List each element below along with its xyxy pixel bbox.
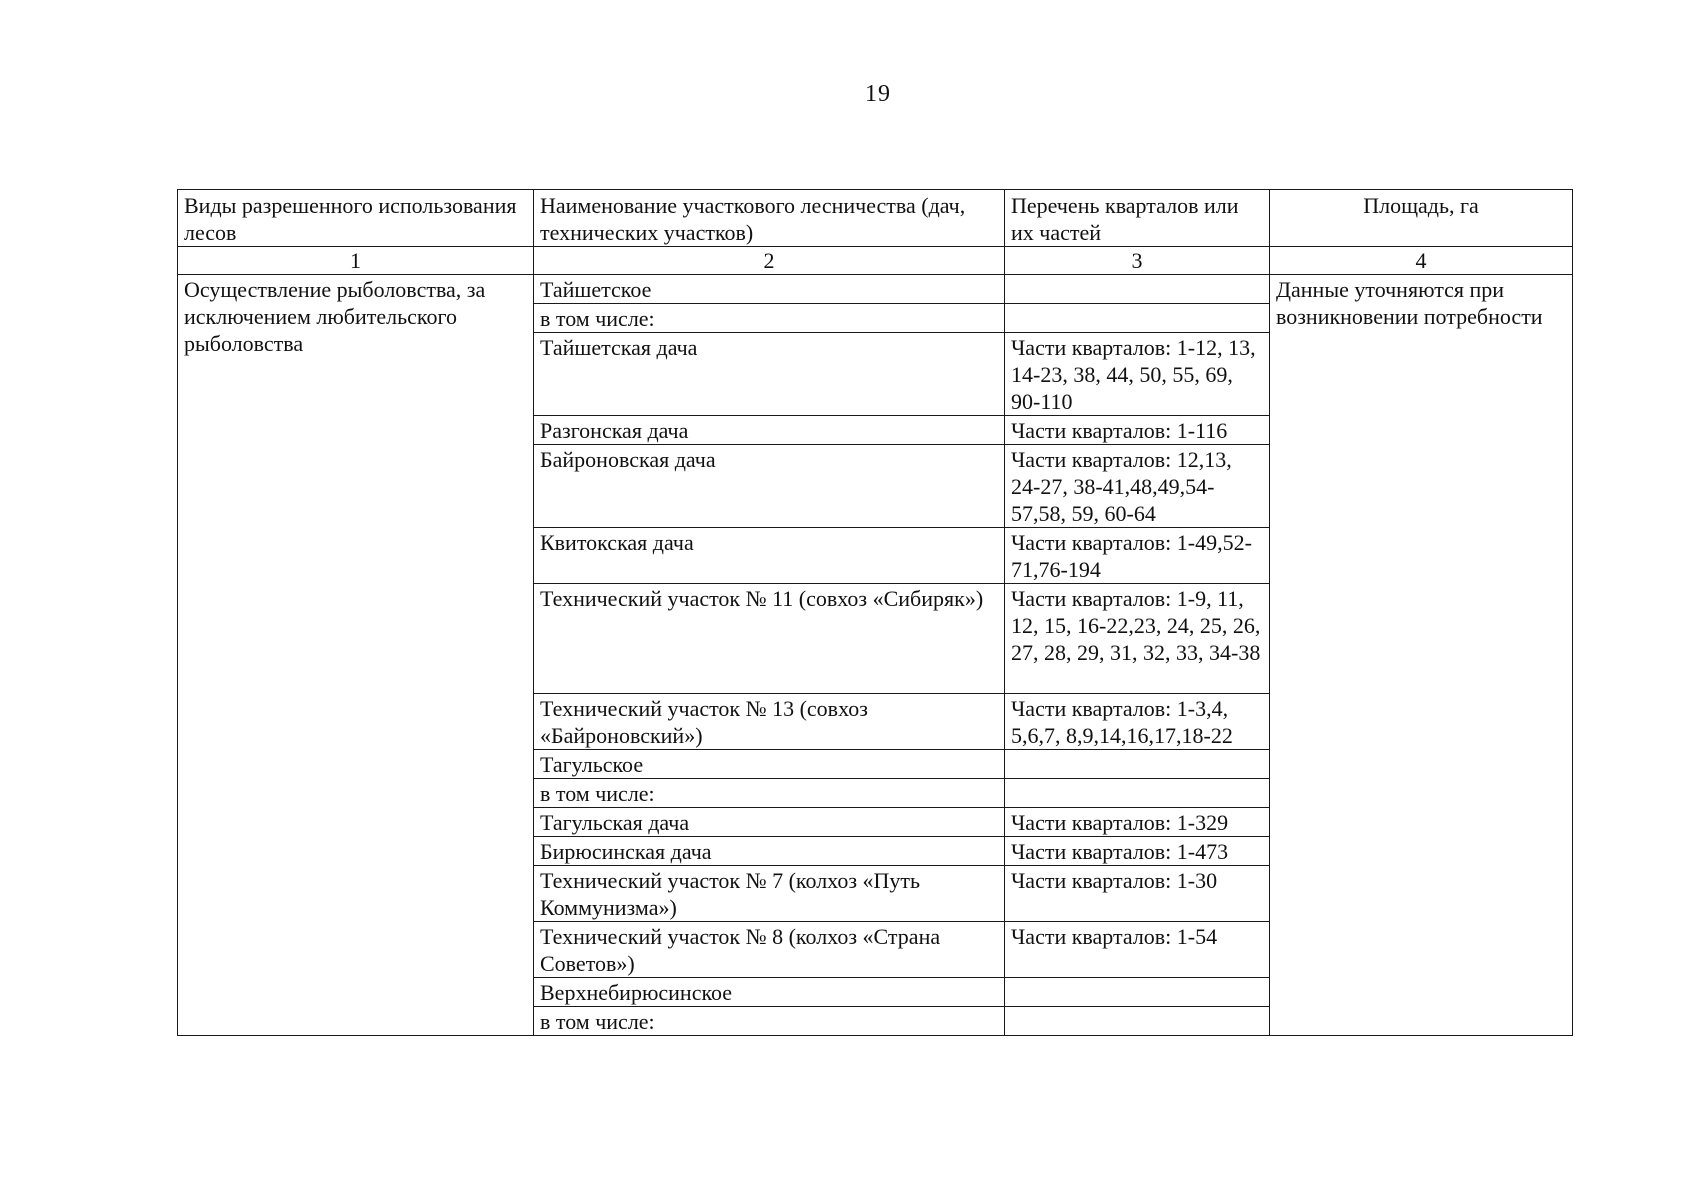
forestry-name-cell: Квитокская дача: [534, 528, 1005, 584]
table-header-row: [178, 190, 1573, 247]
header-use-type: Виды разрешенного использования лесов: [178, 190, 534, 247]
column-number: 1: [178, 247, 534, 275]
column-number: 4: [1270, 247, 1573, 275]
forestry-name-cell: Технический участок № 7 (колхоз «Путь Коммунизма»): [534, 866, 1005, 922]
forest-use-table-container: [177, 189, 1572, 1036]
quarters-cell: Части кварталов: 1-9, 11, 12, 15, 16-22,23, 24, 25, 26, 27, 28, 29, 31, 32, 33, 34-38: [1005, 584, 1270, 694]
quarters-cell: [1005, 779, 1270, 808]
forestry-name-cell: Тайшетская дача: [534, 333, 1005, 416]
forestry-name-cell: Тагульская дача: [534, 808, 1005, 837]
quarters-cell: Части кварталов: 1-49,52-71,76-194: [1005, 528, 1270, 584]
column-number: 2: [534, 247, 1005, 275]
quarters-cell: Части кварталов: 1-3,4, 5,6,7, 8,9,14,16,17,18-22: [1005, 694, 1270, 750]
forestry-name-cell: Верхнебирюсинское: [534, 978, 1005, 1007]
forestry-name-cell: Бирюсинская дача: [534, 837, 1005, 866]
quarters-cell: Части кварталов: 1-30: [1005, 866, 1270, 922]
quarters-cell: [1005, 978, 1270, 1007]
use-type-cell: Осуществление рыболовства, за исключением любительского рыболовства: [178, 275, 534, 1036]
quarters-cell: Части кварталов: 1-473: [1005, 837, 1270, 866]
forestry-name-cell: Технический участок № 13 (совхоз «Байроновский»): [534, 694, 1005, 750]
table-row: [178, 275, 1573, 304]
header-area: Площадь, га: [1270, 190, 1573, 247]
quarters-cell: [1005, 750, 1270, 779]
quarters-cell: Части кварталов: 12,13, 24-27, 38-41,48,49,54-57,58, 59, 60-64: [1005, 445, 1270, 528]
header-quarters-list: Перечень кварталов или их частей: [1005, 190, 1270, 247]
forestry-name-cell: Технический участок № 11 (совхоз «Сибиряк»): [534, 584, 1005, 694]
area-cell: Данные уточняются при возникновении потребности: [1270, 275, 1573, 1036]
forest-use-table: [177, 189, 1573, 1036]
header-forestry-name: Наименование участкового лесничества (дач, технических участков): [534, 190, 1005, 247]
forestry-name-cell: в том числе:: [534, 304, 1005, 333]
forestry-name-cell: в том числе:: [534, 1007, 1005, 1036]
quarters-cell: Части кварталов: 1-329: [1005, 808, 1270, 837]
forestry-name-cell: Байроновская дача: [534, 445, 1005, 528]
quarters-cell: Части кварталов: 1-116: [1005, 416, 1270, 445]
page-number: 19: [865, 81, 891, 107]
quarters-cell: [1005, 1007, 1270, 1036]
quarters-cell: [1005, 304, 1270, 333]
column-number-row: [178, 247, 1573, 275]
forestry-name-cell: Тайшетское: [534, 275, 1005, 304]
forestry-name-cell: Тагульское: [534, 750, 1005, 779]
forestry-name-cell: Технический участок № 8 (колхоз «Страна Советов»): [534, 922, 1005, 978]
forestry-name-cell: в том числе:: [534, 779, 1005, 808]
quarters-cell: Части кварталов: 1-12, 13, 14-23, 38, 44, 50, 55, 69, 90-110: [1005, 333, 1270, 416]
column-number: 3: [1005, 247, 1270, 275]
quarters-cell: Части кварталов: 1-54: [1005, 922, 1270, 978]
quarters-cell: [1005, 275, 1270, 304]
forestry-name-cell: Разгонская дача: [534, 416, 1005, 445]
